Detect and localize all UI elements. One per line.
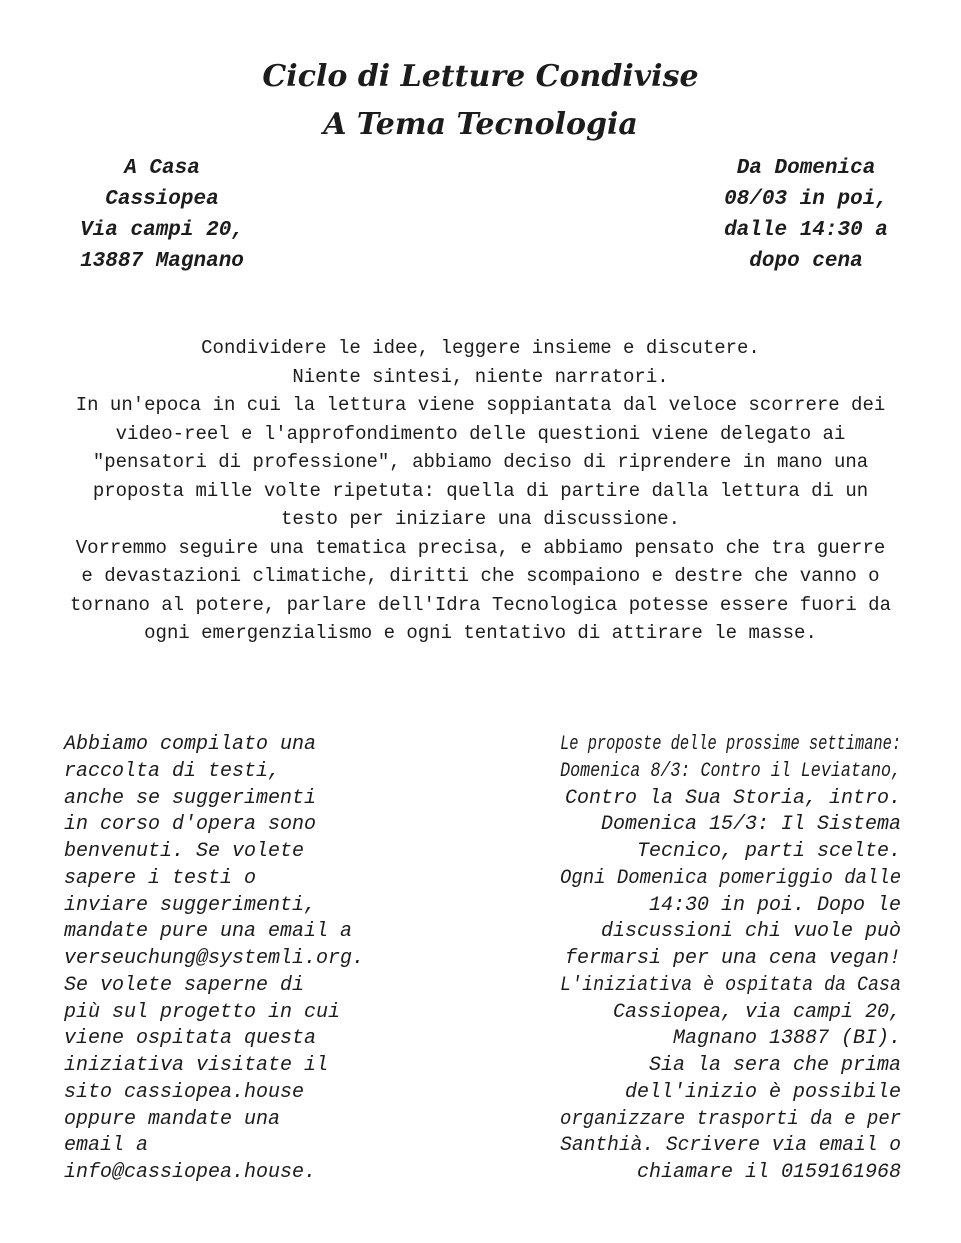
venue-block	[56, 153, 268, 277]
program-info-line-text: Tecnico, parti scelte.	[636, 840, 901, 863]
program-info-line	[560, 1026, 901, 1053]
intro-line-text: "pensatori di professione", abbiamo deciso di riprendere in mano una	[92, 451, 869, 473]
program-info-line-text: Ogni Domenica pomeriggio dalle	[559, 866, 901, 890]
intro-line	[0, 334, 961, 363]
flyer-subtitle: A Tema Tecnologia	[323, 107, 638, 142]
program-info-line	[560, 893, 901, 920]
texts-info-line	[64, 812, 364, 839]
intro-line-text: In un'epoca in cui la lettura viene soppiantata dal veloce scorrere dei	[75, 394, 886, 416]
texts-info-line	[64, 1053, 364, 1080]
texts-info-line	[64, 759, 364, 786]
intro-line	[0, 534, 961, 563]
schedule-line-text: dalle 14:30 a	[724, 219, 888, 242]
program-info-line	[560, 732, 901, 759]
program-info-line	[560, 919, 901, 946]
venue-line	[56, 246, 268, 277]
program-info-line-text: Le proposte delle prossime settimane:	[559, 733, 901, 756]
texts-info-line-text: in corso d'opera sono	[64, 813, 317, 837]
venue-line	[56, 184, 268, 215]
texts-info-line-text: benvenuti. Se volete	[64, 840, 305, 863]
intro-line-text: Vorremmo seguire una tematica precisa, e abbiamo pensato che tra guerre	[75, 536, 886, 559]
schedule-line	[700, 153, 912, 184]
texts-info-line-text: mandate pure una email a	[64, 920, 353, 944]
texts-info-line-text: sito cassiopea.house	[64, 1080, 305, 1104]
texts-info-line-text: più sul progetto in cui	[64, 1000, 341, 1024]
program-info-line	[560, 866, 901, 893]
intro-line	[0, 591, 961, 620]
intro-line-text: proposta mille volte ripetuta: quella di partire dalla lettura di un	[92, 479, 869, 502]
program-info-line	[560, 786, 901, 813]
texts-info-line-text: info@cassiopea.house.	[64, 1161, 317, 1184]
schedule-line	[700, 184, 912, 215]
schedule-line-text: 08/03 in poi,	[724, 188, 888, 211]
program-info-line	[560, 1053, 901, 1080]
program-info-line-text: Magnano 13887 (BI).	[672, 1027, 901, 1051]
program-info-line-text: Cassiopea, via campi 20,	[612, 1000, 901, 1024]
schedule-line-text: dopo cena	[749, 250, 863, 273]
intro-line	[0, 562, 961, 591]
intro-line-text: testo per iniziare una discussione.	[280, 508, 681, 530]
venue-line-text: Via campi 20,	[80, 219, 244, 242]
program-info-line-text: Sia la sera che prima	[648, 1054, 901, 1077]
program-info-line	[560, 1080, 901, 1107]
venue-line-text: 13887 Magnano	[80, 250, 244, 273]
texts-info-line	[64, 866, 364, 893]
program-info-line-text: Contro la Sua Storia, intro.	[564, 786, 901, 810]
texts-info-line	[64, 732, 364, 759]
intro-line-text: ogni emergenzialismo e ogni tentativo di attirare le masse.	[144, 622, 817, 644]
texts-info-line	[64, 1080, 364, 1107]
texts-info-column	[64, 732, 364, 1187]
texts-info-line	[64, 946, 364, 973]
schedule-block	[700, 153, 912, 277]
intro-line	[0, 363, 961, 392]
program-info-line	[560, 759, 901, 786]
program-info-line	[560, 973, 901, 1000]
intro-line	[0, 477, 961, 506]
texts-info-line	[64, 1026, 364, 1053]
program-info-line-text: Domenica 8/3: Contro il Leviatano,	[560, 759, 901, 783]
intro-line	[0, 391, 961, 420]
venue-line-text: A Casa	[124, 157, 200, 180]
texts-info-line-text: inviare suggerimenti,	[64, 893, 317, 917]
program-info-line	[560, 1133, 901, 1160]
texts-info-line-text: oppure mandate una	[64, 1107, 281, 1131]
intro-line-text: Niente sintesi, niente narratori.	[292, 365, 669, 388]
program-info-line-text: Domenica 15/3: Il Sistema	[600, 813, 901, 837]
schedule-line-text: Da Domenica	[736, 157, 876, 180]
program-info-line	[560, 1107, 901, 1134]
intro-line-text: video-reel e l'approfondimento delle questioni viene delegato ai	[115, 422, 846, 445]
venue-line-text: Cassiopea	[105, 188, 219, 211]
program-info-column	[560, 732, 901, 1187]
program-info-line-text: dell'inizio è possibile	[624, 1080, 901, 1104]
intro-line	[0, 505, 961, 534]
schedule-line	[700, 215, 912, 246]
texts-info-line	[64, 786, 364, 813]
texts-info-line-text: anche se suggerimenti	[64, 786, 317, 810]
venue-line	[56, 215, 268, 246]
texts-info-line	[64, 919, 364, 946]
program-info-line-text: fermarsi per una cena vegan!	[564, 947, 901, 970]
program-info-line-text: 14:30 in poi. Dopo le	[648, 893, 901, 917]
venue-line	[56, 153, 268, 184]
texts-info-line	[64, 973, 364, 1000]
texts-info-line-text: iniziativa visitate il	[64, 1054, 329, 1077]
intro-line-text: tornano al potere, parlare dell'Idra Tecnologica potesse essere fuori da	[70, 593, 891, 616]
intro-paragraph	[0, 334, 961, 648]
intro-line	[0, 420, 961, 449]
texts-info-line	[64, 839, 364, 866]
texts-info-line-text: viene ospitata questa	[64, 1027, 317, 1051]
texts-info-line-text: Abbiamo compilato una	[64, 733, 317, 756]
texts-info-line	[64, 1133, 364, 1160]
program-info-line	[560, 1000, 901, 1027]
program-info-line-text: discussioni chi vuole può	[600, 920, 901, 944]
schedule-line	[700, 246, 912, 277]
intro-line-text: e devastazioni climatiche, diritti che scompaiono e destre che vanno o	[81, 565, 880, 587]
texts-info-line	[64, 1000, 364, 1027]
texts-info-line-text: Se volete saperne di	[64, 973, 305, 997]
texts-info-line-text: raccolta di testi,	[64, 759, 281, 783]
program-info-line	[560, 812, 901, 839]
intro-line-text: Condividere le idee, leggere insieme e discutere.	[201, 337, 760, 359]
program-info-line-text: chiamare il 0159161968	[636, 1161, 901, 1184]
flyer-header	[0, 53, 961, 149]
program-info-line	[560, 946, 901, 973]
texts-info-line	[64, 893, 364, 920]
texts-info-line-text: sapere i testi o	[64, 866, 257, 890]
program-info-line	[560, 1160, 901, 1187]
program-info-line-text: organizzare trasporti da e per	[559, 1107, 901, 1131]
texts-info-line	[64, 1160, 364, 1187]
program-info-line-text: L'iniziativa è ospitata da Casa	[560, 973, 901, 997]
program-info-line	[560, 839, 901, 866]
intro-line	[0, 619, 961, 648]
program-info-line-text: Santhià. Scrivere via email o	[560, 1134, 901, 1158]
intro-line	[0, 448, 961, 477]
texts-info-line-text: verseuchung@systemli.org.	[64, 947, 365, 970]
texts-info-line-text: email a	[64, 1134, 149, 1158]
flyer-title: Ciclo di Letture Condivise	[262, 59, 699, 94]
texts-info-line	[64, 1107, 364, 1134]
